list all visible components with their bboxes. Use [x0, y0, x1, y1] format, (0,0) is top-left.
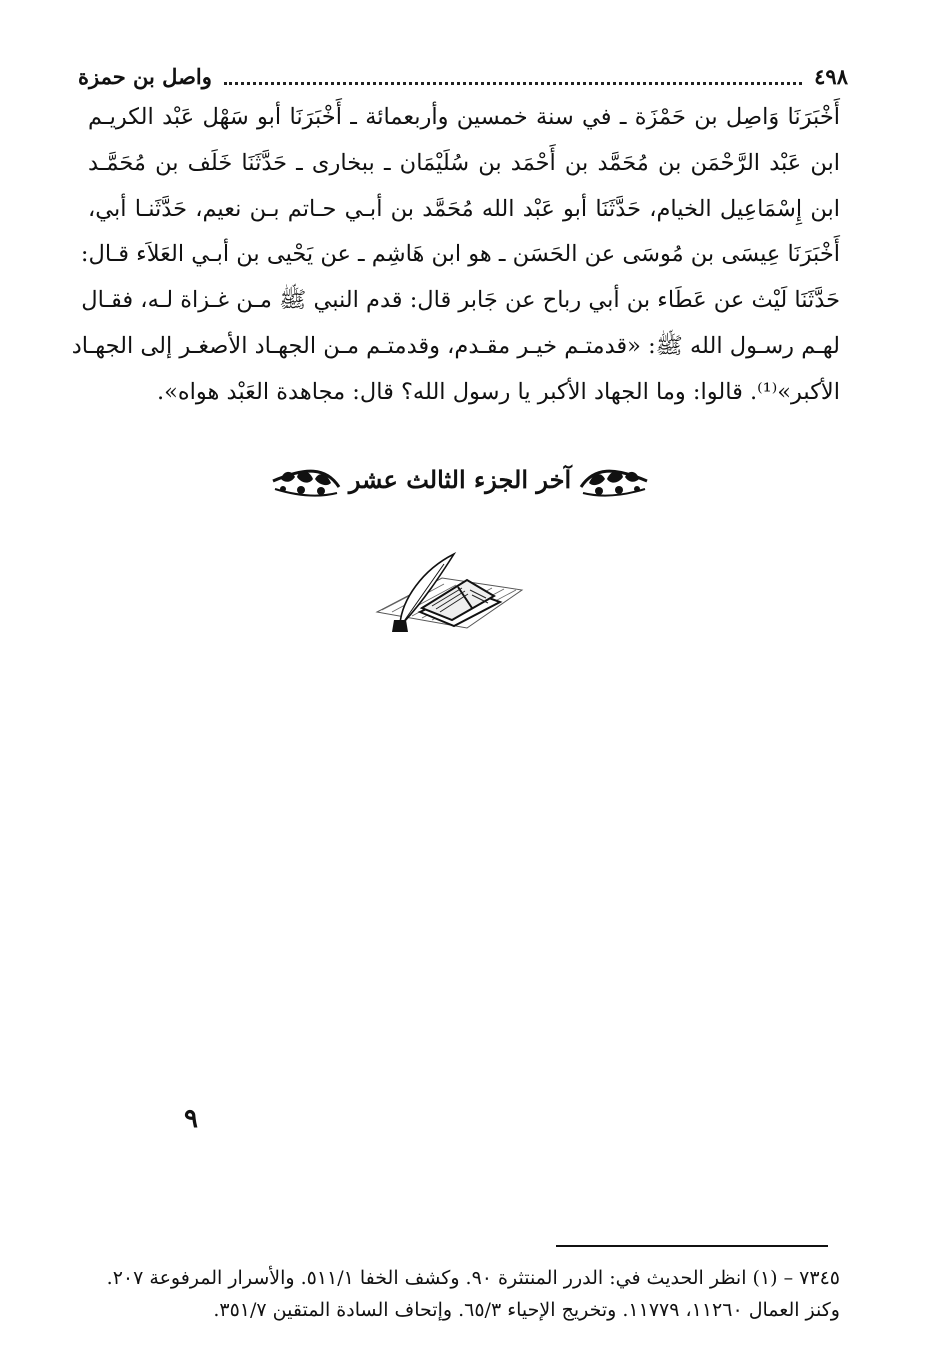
footnote-divider — [556, 1245, 828, 1247]
text-line: أَخْبَرَنَا عِيسَى بن مُوسَى عن الحَسَن ـ هو ابن هَاشِم ـ عن يَحْيى بن أبـي العَلاَء قـال: — [80, 241, 840, 268]
running-head — [78, 58, 848, 94]
text-line: ابن عَبْد الرَّحْمَن بن مُحَمَّد بن أَحْمَد بن سُلَيْمَان ـ ببخارى ـ حَدَّثَنَا خَلَف بن مُحَمَّـد — [88, 149, 840, 176]
right-ornament-icon — [579, 459, 649, 499]
page-mark: ٩ — [184, 1104, 198, 1134]
leader-dots — [224, 68, 802, 85]
text-line: الأكبر»⁽¹⁾. قالوا: وما الجهاد الأكبر يا رسول الله؟ قال: مجاهدة العَبْد هواه». — [156, 378, 840, 405]
body-text — [71, 95, 840, 416]
footnotes — [88, 1262, 840, 1326]
text-line: حَدَّثَنَا لَيْث عن عَطَاء بن أبي رباح عن جَابر قال: قدم النبي ﷺ مـن غـزاة لـه، فقـال — [81, 287, 840, 314]
footnote-line: ٧٣٤٥ – (١) انظر الحديث في: الدرر المنتثرة ٩٠. وكشف الخفا ٥١١/١. والأسرار المرفوعة ٢٠٧. — [106, 1267, 840, 1289]
page-number: ٤٩٨ — [814, 63, 848, 89]
left-ornament-icon — [271, 459, 341, 499]
running-title: واصل بن حمزة — [78, 63, 212, 89]
section-end-title — [250, 455, 670, 503]
open-book-quill-icon — [372, 550, 527, 635]
section-end-label: آخر الجزء الثالث عشر — [348, 464, 572, 494]
footnote-line: وكنز العمال ١١٢٦٠، ١١٧٧٩. وتخريج الإحياء ٦٥/٣. وإتحاف السادة المتقين ٣٥١/٧. — [213, 1299, 840, 1321]
text-line: ابن إِسْمَاعِيل الخيام، حَدَّثَنَا أبو عَبْد الله مُحَمَّد بن أبـي حـاتم بـن نعيم، حَدَّثَنـا أبي، — [88, 195, 840, 222]
text-line: أَخْبَرَنَا وَاصِل بن حَمْزَة ـ في سنة خمسين وأربعمائة ـ أَخْبَرَنَا أبو سَهْل عَبْد الكريـم — [88, 104, 840, 130]
text-line: لهـم رسـول الله ﷺ: «قدمتـم خيـر مقـدم، وقدمتـم مـن الجهـاد الأصغـر إلى الجهـاد — [71, 332, 840, 359]
